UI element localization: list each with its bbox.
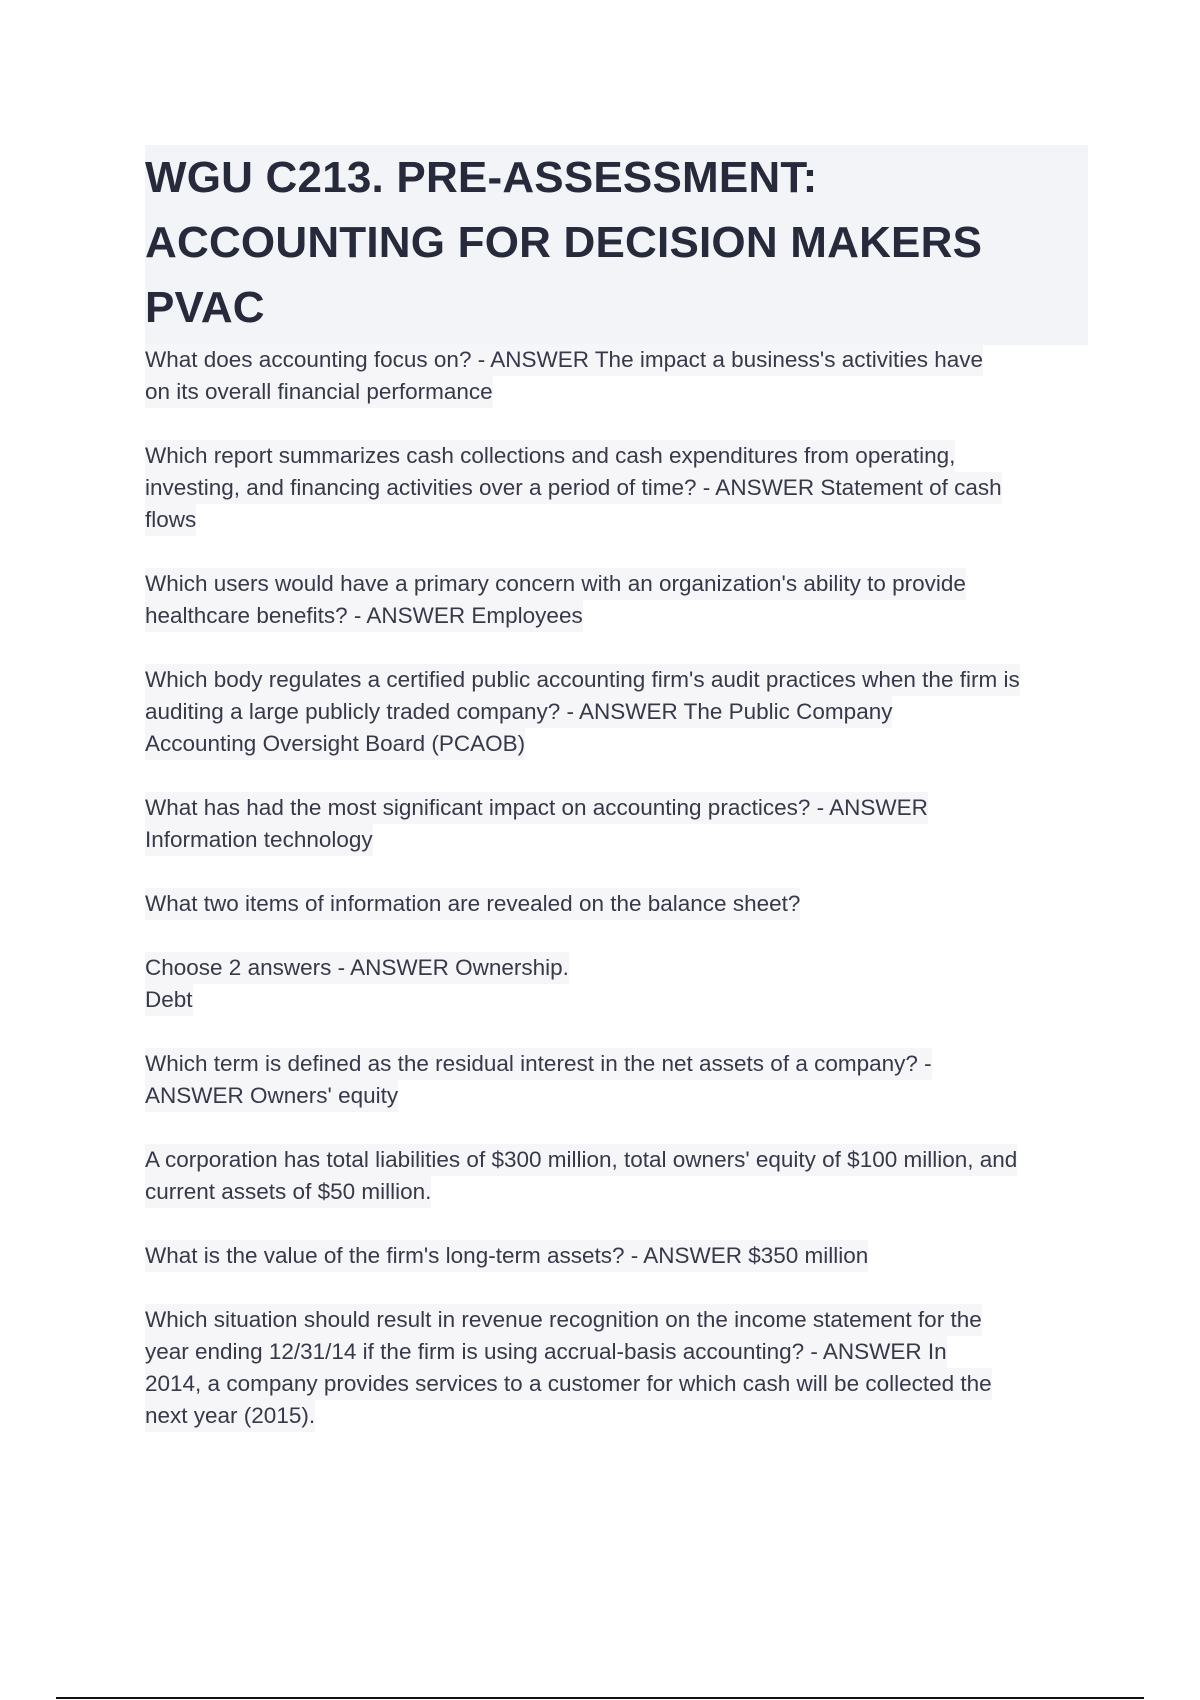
document-title xyxy=(145,145,1088,340)
qa-line: What does accounting focus on? - ANSWER The impact a business's activities have xyxy=(145,344,983,376)
qa-line: next year (2015). xyxy=(145,1400,315,1432)
qa-item xyxy=(145,1304,1105,1432)
qa-line: Choose 2 answers - ANSWER Ownership. xyxy=(145,952,569,984)
title-line: WGU C213. PRE-ASSESSMENT: xyxy=(145,153,818,202)
qa-item xyxy=(145,344,1105,408)
qa-item xyxy=(145,792,1105,856)
qa-line: healthcare benefits? - ANSWER Employees xyxy=(145,600,583,632)
qa-item xyxy=(145,1048,1105,1112)
qa-item xyxy=(145,1240,1105,1272)
qa-line: What is the value of the firm's long-term assets? - ANSWER $350 million xyxy=(145,1240,868,1272)
qa-item xyxy=(145,888,1105,920)
qa-line: Which body regulates a certified public accounting firm's audit practices when the firm is xyxy=(145,664,1020,696)
qa-item xyxy=(145,664,1105,760)
qa-item xyxy=(145,568,1105,632)
qa-line: Information technology xyxy=(145,824,373,856)
qa-line: current assets of $50 million. xyxy=(145,1176,431,1208)
qa-line: Which term is defined as the residual interest in the net assets of a company? - xyxy=(145,1048,932,1080)
qa-line: Which users would have a primary concern with an organization's ability to provide xyxy=(145,568,966,600)
qa-line: year ending 12/31/14 if the firm is using accrual-basis accounting? - ANSWER In xyxy=(145,1336,947,1368)
qa-line: Debt xyxy=(145,984,193,1016)
qa-line: auditing a large publicly traded company? - ANSWER The Public Company xyxy=(145,696,892,728)
qa-line: What has had the most significant impact on accounting practices? - ANSWER xyxy=(145,792,928,824)
qa-line: Which situation should result in revenue recognition on the income statement for the xyxy=(145,1304,982,1336)
qa-line: Which report summarizes cash collections and cash expenditures from operating, xyxy=(145,440,955,472)
qa-line: A corporation has total liabilities of $300 million, total owners' equity of $100 million, and xyxy=(145,1144,1017,1176)
title-block xyxy=(145,145,1088,345)
title-line: ACCOUNTING FOR DECISION MAKERS xyxy=(145,218,983,267)
qa-line: flows xyxy=(145,504,196,536)
qa-item xyxy=(145,952,1105,1016)
qa-line: on its overall financial performance xyxy=(145,376,493,408)
title-line: PVAC xyxy=(145,283,265,332)
qa-line: What two items of information are revealed on the balance sheet? xyxy=(145,888,800,920)
footer-divider xyxy=(56,1697,1144,1699)
qa-item xyxy=(145,440,1105,536)
qa-list xyxy=(145,344,1105,1464)
qa-line: ANSWER Owners' equity xyxy=(145,1080,398,1112)
qa-line: investing, and financing activities over a period of time? - ANSWER Statement of cash xyxy=(145,472,1002,504)
qa-line: 2014, a company provides services to a customer for which cash will be collected the xyxy=(145,1368,992,1400)
qa-item xyxy=(145,1144,1105,1208)
qa-line: Accounting Oversight Board (PCAOB) xyxy=(145,728,525,760)
